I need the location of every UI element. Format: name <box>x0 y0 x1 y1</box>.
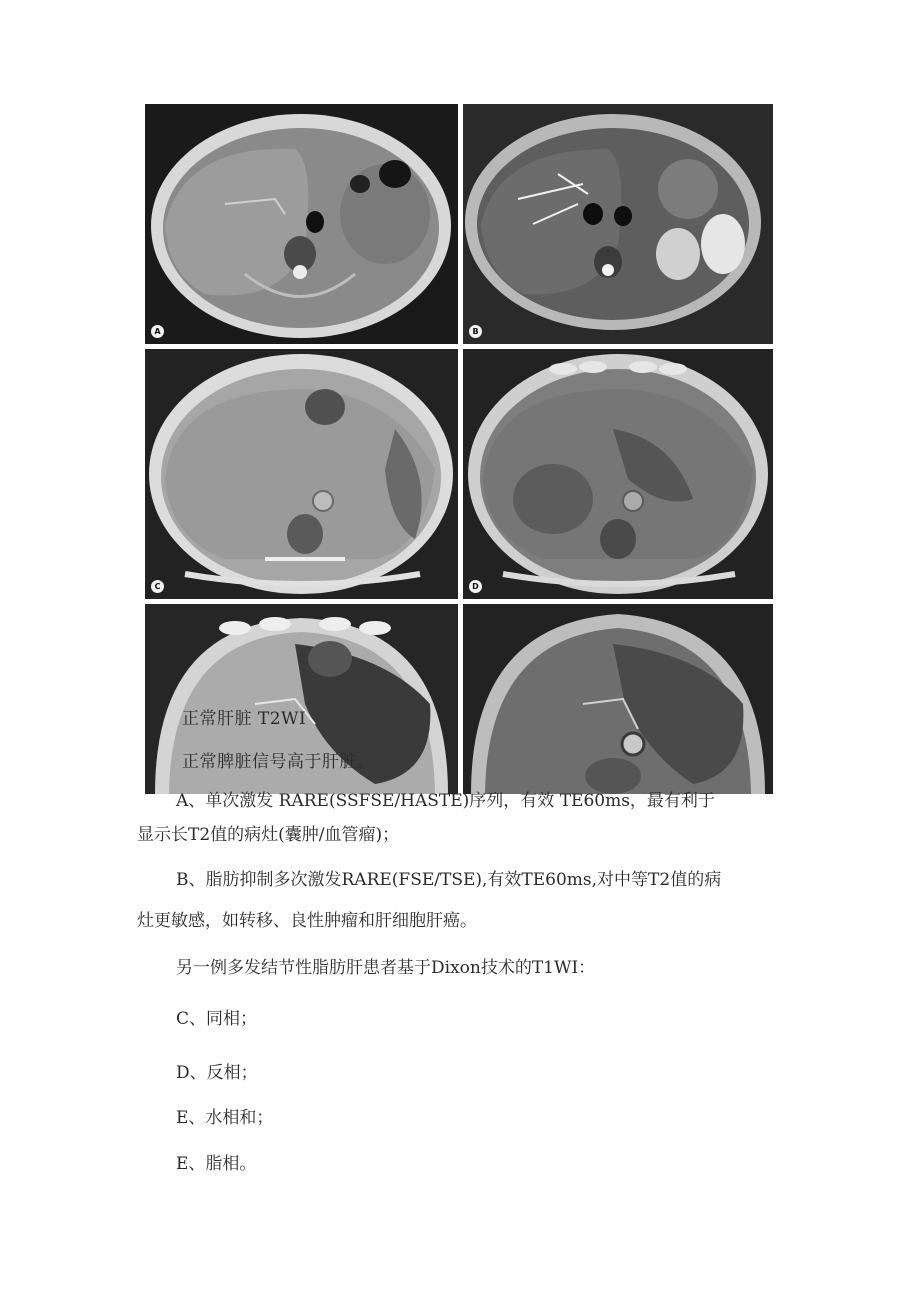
para-a-line1: A、单次激发 RARE(SSFSE/HASTE)序列，有效 TE60ms，最有利于 <box>176 791 715 811</box>
mri-panel-d <box>463 349 773 599</box>
para-b-line2: 灶更敏感，如转移、良性肿瘤和肝细胞肝癌。 <box>137 911 477 931</box>
panel-label-d: D <box>469 580 482 593</box>
mri-image-d <box>463 349 773 599</box>
mri-image-f <box>463 604 773 794</box>
para-b-line1: B、脂肪抑制多次激发RARE(FSE/TSE),有效TE60ms,对中等T2值的病 <box>176 870 722 890</box>
panel-label-b: B <box>469 325 482 338</box>
mri-image-c <box>145 349 458 599</box>
para-dixon: 另一例多发结节性脂肪肝患者基于Dixon技术的T1WI： <box>176 958 596 978</box>
mri-panel-c <box>145 349 458 599</box>
list-item-e-water: E、水相和； <box>176 1108 274 1128</box>
mri-image-b <box>463 104 773 344</box>
figure-caption-line1: 正常肝脏 T2WI <box>182 709 307 729</box>
list-item-e-fat: E、脂相。 <box>176 1154 257 1174</box>
mri-panel-b <box>463 104 773 344</box>
mri-panel-f <box>463 604 773 794</box>
mri-figure <box>145 104 773 794</box>
para-a-line2: 显示长T2值的病灶(囊肿/血管瘤)； <box>137 825 400 845</box>
panel-label-c: C <box>151 580 164 593</box>
list-item-c: C、同相； <box>176 1009 258 1029</box>
list-item-d: D、反相； <box>176 1063 258 1083</box>
figure-caption-line2: 正常脾脏信号高于肝脏。 <box>182 752 375 772</box>
panel-label-a: A <box>151 325 164 338</box>
mri-image-a <box>145 104 458 344</box>
mri-panel-a <box>145 104 458 344</box>
